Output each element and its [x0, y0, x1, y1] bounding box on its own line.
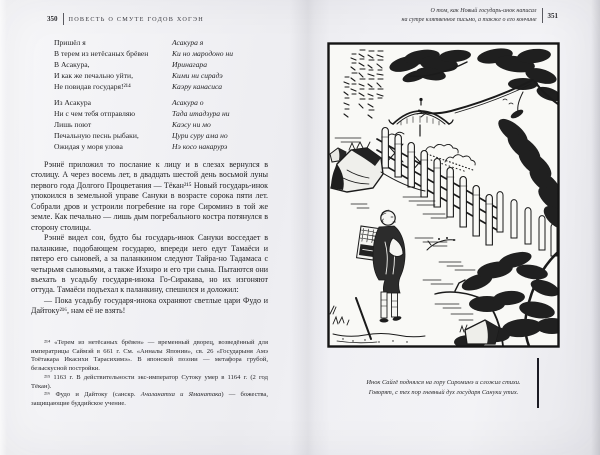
running-header-left — [47, 13, 204, 25]
poem-line: Тада итадзура ни — [172, 109, 230, 118]
poem-line: Ожидая у моря улова — [54, 142, 123, 151]
header-divider — [63, 13, 64, 25]
poem-line: Пришёл я — [54, 38, 86, 47]
poem-line: Лишь поют — [54, 120, 92, 129]
poem-line: Ки но мародоно ни — [172, 49, 234, 58]
poem-column-russian — [54, 37, 148, 152]
footnotes-block — [31, 339, 268, 409]
footnote: ²¹⁵ 1163 г. В действительности экс-император Сутоку умер в 1164 г. (2 год Тёкан). — [31, 373, 268, 390]
poem-line: Асакура я — [172, 38, 204, 47]
poem-line: Асакура о — [172, 98, 204, 107]
monk-sandal — [380, 319, 389, 323]
poem-line: Каэсу ни мо — [172, 120, 211, 129]
woodblock-print-saigyo — [327, 42, 560, 348]
gutter-shadow — [290, 0, 330, 455]
poem-line: Иринагара — [172, 60, 207, 69]
caption-line: Инок Сайгё поднялся на гору Сироминэ и сложил стихи. — [366, 379, 521, 386]
poem-line: Цури суру ама но — [172, 131, 228, 140]
poem-line: В Асакура, — [54, 60, 90, 69]
caption-line: Говорят, с тех пор гневный дух государя Сануки утих. — [368, 388, 519, 396]
poem-line: В терем из нетёсаных брёвен — [54, 49, 149, 58]
poem-line: Нэ косо накарурэ — [172, 142, 228, 151]
poem-line: Не повидав государя!²¹⁴ — [54, 82, 131, 91]
running-title-right: О том, как Новый государь-инок написал на сутре клятвенное письмо, а также о его кончине — [401, 8, 537, 23]
poem-line: Печальную песнь рыбаки, — [54, 131, 139, 140]
footnote: ²¹⁴ «Терем из нетёсаных брёвен» — временный дворец, возведённый для императрицы Саймэй в 661 г. См. «Анналы Японии», св. 26 «Государыня Амэ Тоётакара Икасихи Тарасихимэ». В японской поэзии — метафора грубой, безыскусной постройки. — [31, 339, 268, 373]
paragraph: Рэннё видел сон, будто бы государь-инок Сануки восседает в паланкине, подобающем государю, впереди него едут Тамаёси и пятеро его сыновей, а за паланкином следуют Тайра-но Тадамаса с четырьмя сыновьями, а также Иэхиро и его три сына. Пытаются они въехать в усадьбу государя-инока Го-Сиракава, но их изгоняют оттуда. Тамаёси подъехал к паланкину, спешился и доложил: — [31, 233, 268, 295]
footnote: ²¹⁶ Фудо и Дайтоку (санскр. Ачаланатха и Яманатака) — божества, защищающие буддийское учение. — [31, 391, 269, 407]
poem-line: И как же печально уйти, — [54, 71, 133, 80]
monk-head — [381, 211, 395, 225]
header-divider — [542, 8, 543, 23]
running-header-right — [300, 7, 558, 24]
page-number-left: 350 — [47, 15, 58, 23]
poem-column-transliteration — [172, 37, 233, 152]
bookmark-line — [537, 358, 539, 408]
illustration-caption — [327, 378, 560, 397]
poem-line: Из Асакура — [54, 98, 92, 107]
poem-line: Кими ни сирадэ — [172, 71, 223, 80]
prose-block — [31, 160, 268, 317]
page-number-right: 351 — [547, 11, 558, 20]
paragraph: — Пока усадьбу государя-инока охраняют светлые цари Фудо и Дайтоку²¹⁶, нам её не взять! — [31, 295, 268, 316]
monk-leg — [381, 292, 387, 318]
page-edge-right — [591, 0, 600, 455]
poem-line: Ни с чем тебя отправляю — [54, 109, 136, 118]
poem-line: Каэру канасиса — [172, 82, 223, 91]
paragraph: Рэннё приложил то послание к лицу и в слезах вернулся в столицу. А через восемь лет, в двадцать шестой день восьмой луны первого года Долгого Процветания — Тёкан²¹⁵ Новый государь-инок упокоился в земельной управе Сануки в возрасте сорока пяти лет. Собрали дров и устроили погребение на горе Сироминэ в той же земле. Как печально — лишь дым погребального костра потянулся в сторону столицы. — [31, 160, 268, 232]
page-edge-left — [0, 0, 7, 455]
running-title-left: ПОВЕСТЬ О СМУТЕ ГОДОВ ХОГЭН — [68, 15, 204, 23]
illustration-frame — [327, 42, 560, 348]
monk-leg — [392, 293, 398, 317]
